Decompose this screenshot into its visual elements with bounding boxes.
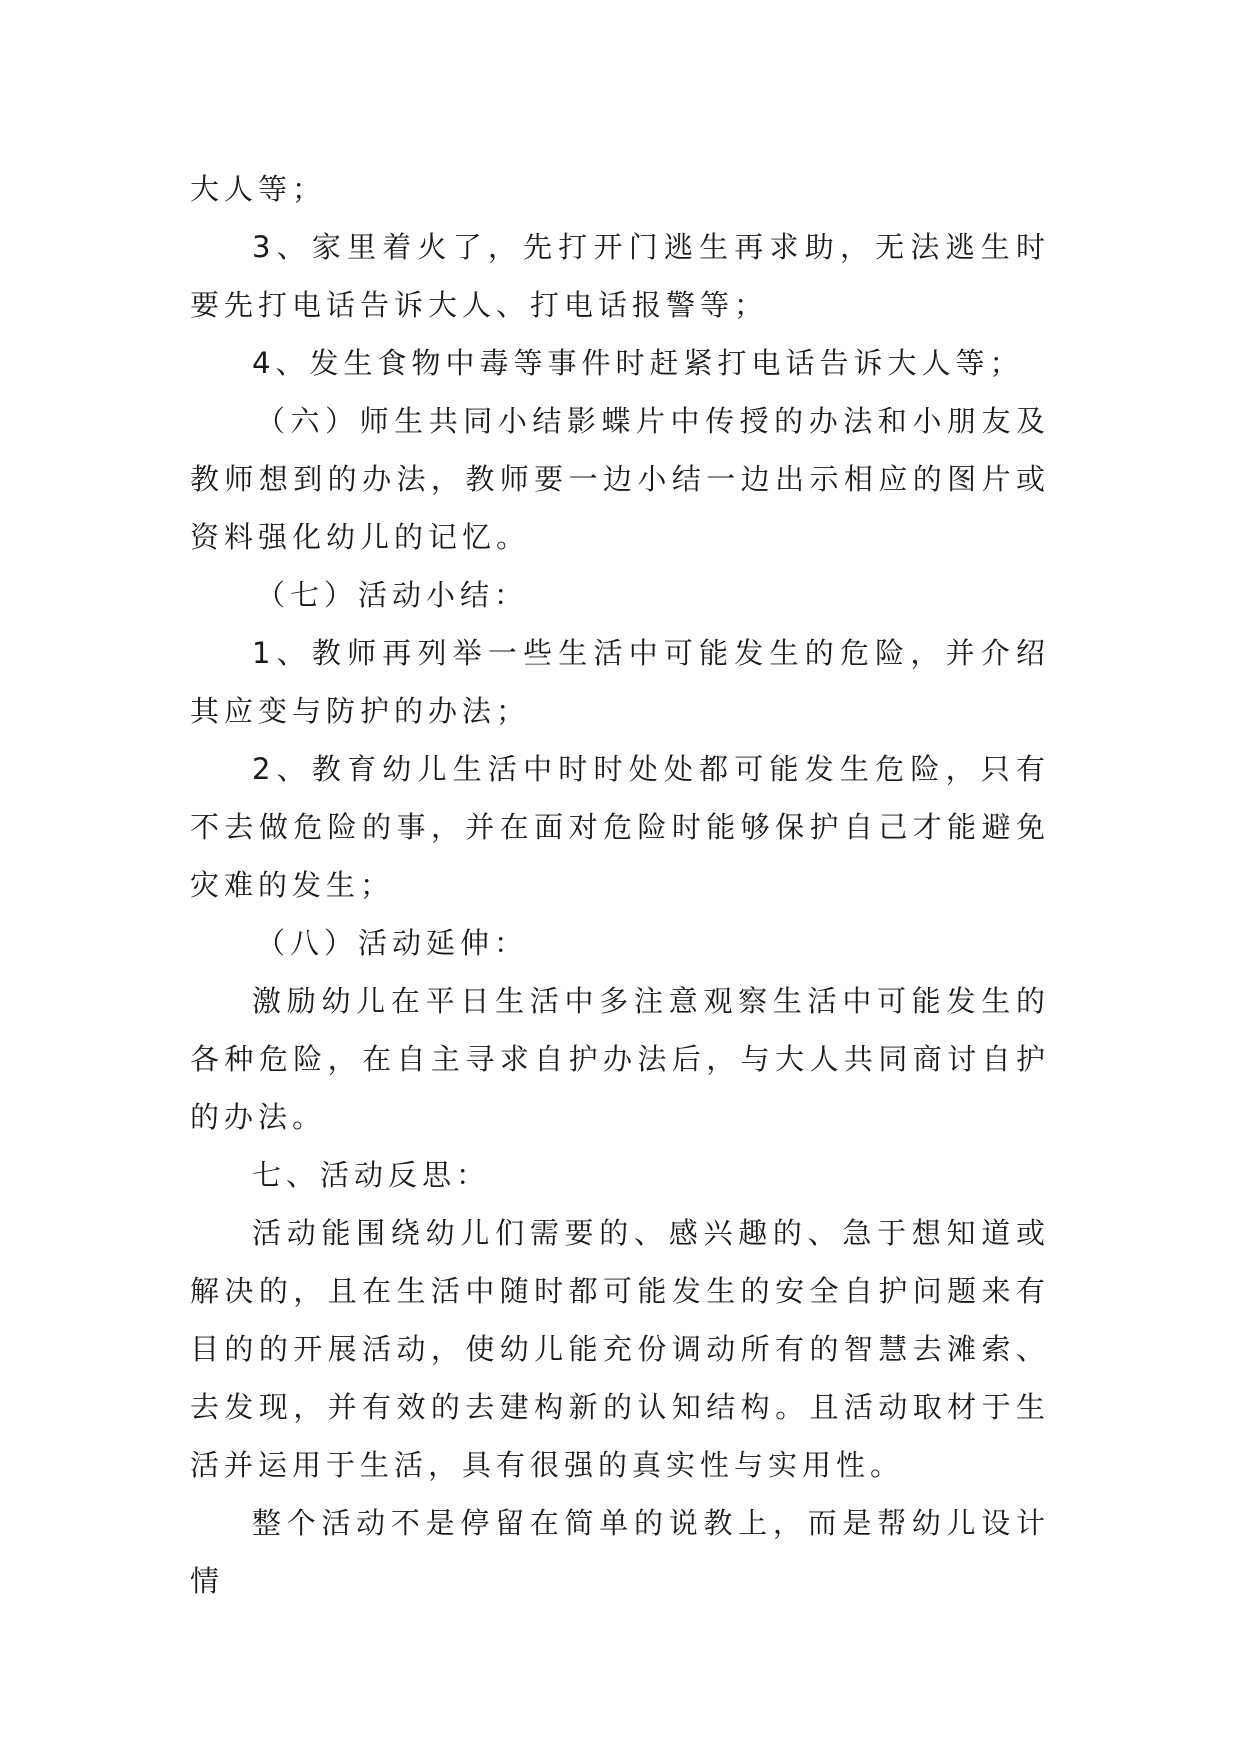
paragraph-continuation: 大人等； <box>190 172 327 206</box>
subheading-seven: （七）活动小结： <box>256 578 529 612</box>
document-body <box>190 160 1050 1610</box>
subheading-eight: （八）活动延伸： <box>256 926 529 960</box>
paragraph-item-3: 3、家里着火了，先打开门逃生再求助，无法逃生时要先打电话告诉大人、打电话报警等； <box>190 230 1050 322</box>
paragraph-item-4: 4、发生食物中毒等事件时赶紧打电话告诉大人等； <box>252 346 1024 380</box>
paragraph-reflection-1: 活动能围绕幼儿们需要的、感兴趣的、急于想知道或解决的，且在生活中随时都可能发生的安全自护问题来有目的的开展活动，使幼儿能充份调动所有的智慧去滩索、去发现，并有效的去建构新的认知结构。且活动取材于生活并运用于生活，具有很强的真实性与实用性。 <box>190 1216 1050 1482</box>
paragraph-reflection-2: 整个活动不是停留在简单的说教上，而是帮幼儿设计情 <box>190 1506 1050 1598</box>
paragraph-summary-1: 1、教师再列举一些生活中可能发生的危险，并介绍其应变与防护的办法； <box>190 636 1050 728</box>
section-heading-reflection: 七、活动反思： <box>252 1158 491 1192</box>
paragraph-extension: 激励幼儿在平日生活中多注意观察生活中可能发生的各种危险，在自主寻求自护办法后，与大人共同商讨自护的办法。 <box>190 984 1050 1134</box>
subheading-six: （六）师生共同小结影蝶片中传授的办法和小朋友及教师想到的办法，教师要一边小结一边出示相应的图片或资料强化幼儿的记忆。 <box>190 404 1050 554</box>
paragraph-summary-2: 2、教育幼儿生活中时时处处都可能发生危险，只有不去做危险的事，并在面对危险时能够保护自己才能避免灾难的发生； <box>190 752 1050 902</box>
